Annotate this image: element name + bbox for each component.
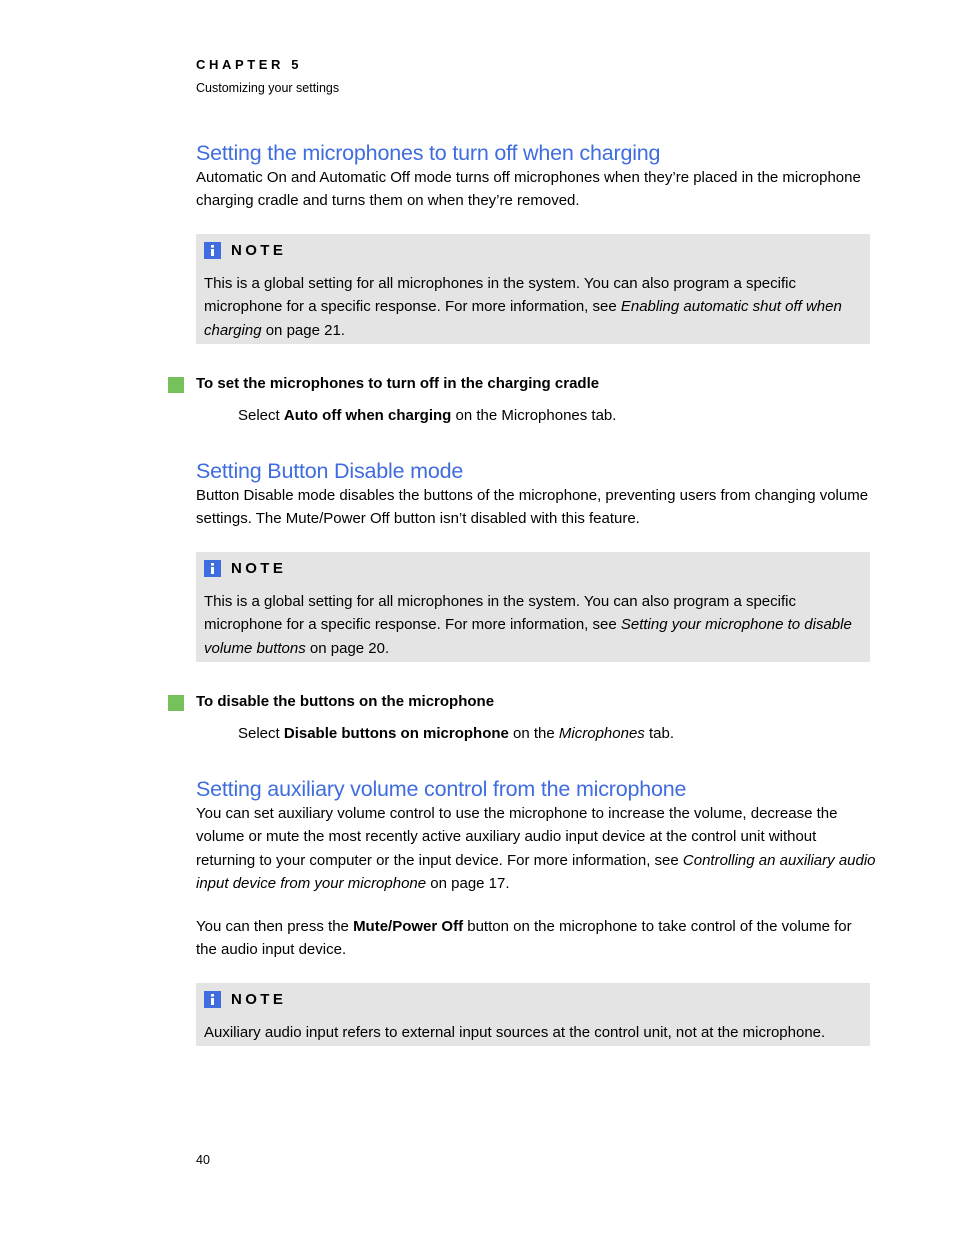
info-icon [204,560,221,577]
button-reference: Mute/Power Off [353,918,464,935]
note-label: NOTE [231,242,287,259]
setting-name: Disable buttons on microphone [283,725,509,742]
section-body-auxiliary-2: You can then press the Mute/Power Off button on the microphone to take control of the volume for the audio input device. [196,918,852,959]
note-text: Auxiliary audio input refers to external input sources at the control unit, not at the microphone. [204,1024,826,1041]
note-reference: Setting your microphone to disable volume buttons [204,616,852,657]
info-icon [204,991,221,1008]
info-icon [204,242,221,259]
chapter-label: CHAPTER 5 [196,57,303,72]
page-number: 40 [196,1153,210,1167]
section-heading-auxiliary: Setting auxiliary volume control from the microphone [196,777,687,801]
note-label: NOTE [231,991,287,1008]
section-body-button-disable: Button Disable mode disables the buttons of the microphone, preventing users from changing volume settings. The Mute/Power Off button isn’t disabled with this feature. [196,487,869,528]
procedure-title-charging: To set the microphones to turn off in the charging cradle [196,375,600,392]
note-reference: Enabling automatic shut off when charging [204,298,842,339]
note-text: This is a global setting for all microphones in the system. You can also program a specific microphone for a specific response. For more information, see Enabling automatic shut off when charging on page 21. [204,275,842,339]
chapter-subtitle: Customizing your settings [196,81,340,95]
setting-name: Auto off when charging [283,407,452,424]
tab-reference: Microphones [558,725,645,742]
procedure-marker-icon [168,695,184,711]
section-heading-charging: Setting the microphones to turn off when charging [196,141,661,165]
note-box-charging [196,234,870,344]
note-text: This is a global setting for all microphones in the system. You can also program a specific microphone for a specific response. For more information, see Setting your microphone to disable volume buttons on page 20. [204,593,852,657]
procedure-step-charging: Select Auto off when charging on the Microphones tab. [238,407,617,424]
procedure-title-button-disable: To disable the buttons on the microphone [196,693,495,710]
section-body-auxiliary: You can set auxiliary volume control to use the microphone to increase the volume, decrease the volume or mute the most recently active auxiliary audio input device at the control unit without returning to your computer or the input device. For more information, see Controlling an auxiliary audio input device from your microphone on page 17. [196,805,876,892]
note-box-button-disable [196,552,870,662]
section-heading-button-disable: Setting Button Disable mode [196,459,464,483]
section-body-charging: Automatic On and Automatic Off mode turns off microphones when they’re placed in the microphone charging cradle and turns them on when they’re removed. [196,169,861,210]
note-box-auxiliary [196,983,870,1046]
cross-reference: Controlling an auxiliary audio input device from your microphone [196,851,876,892]
note-label: NOTE [231,560,287,577]
procedure-marker-icon [168,377,184,393]
procedure-step-button-disable: Select Disable buttons on microphone on the Microphones tab. [238,725,674,742]
